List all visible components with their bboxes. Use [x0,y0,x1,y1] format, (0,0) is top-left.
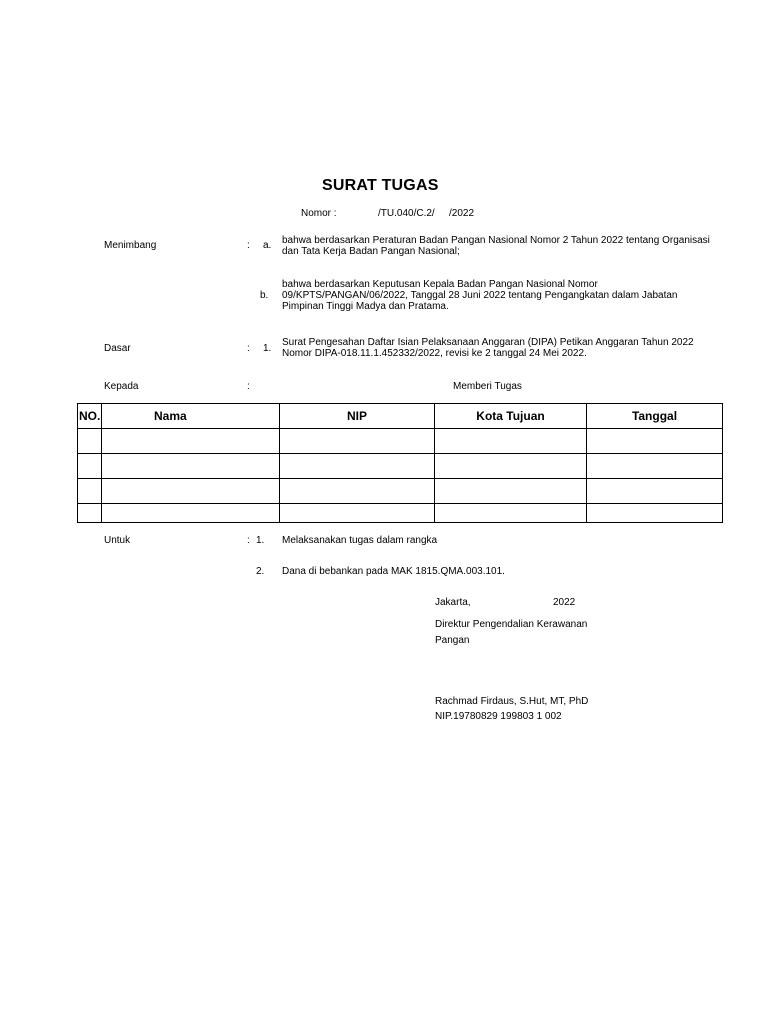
dasar-label: Dasar [104,343,131,354]
signature-year: 2022 [553,597,576,608]
dasar-line-2: Nomor DIPA-018.11.1.452332/2022, revisi ke 2 tanggal 24 Mei 2022. [282,348,587,359]
table-row [78,504,723,523]
table-row [78,429,723,454]
table-cell[interactable] [587,479,723,504]
signature-name: Rachmad Firdaus, S.Hut, MT, PhD [435,696,589,707]
table-header-row [78,404,723,429]
menimbang-label: Menimbang [104,240,157,251]
signature-position-line-1: Direktur Pengendalian Kerawanan [435,619,588,630]
table-cell[interactable] [280,429,435,454]
kepada-colon: : [247,381,250,392]
signature-position-line-2: Pangan [435,635,470,646]
col-header-nama: Nama [102,404,280,429]
table-cell[interactable] [587,504,723,523]
col-header-nip: NIP [280,404,435,429]
untuk-1-marker: 1. [256,535,265,546]
kepada-label: Kepada [104,381,139,392]
table-cell[interactable] [102,454,280,479]
table-cell[interactable] [435,454,587,479]
table-row [78,479,723,504]
table-cell[interactable] [102,429,280,454]
table-row [78,454,723,479]
dasar-colon: : [247,343,250,354]
table-cell[interactable] [102,479,280,504]
table-cell[interactable] [280,504,435,523]
table-cell[interactable] [435,429,587,454]
untuk-2-marker: 2. [256,566,265,577]
table-cell[interactable] [78,454,102,479]
table-cell[interactable] [435,504,587,523]
untuk-2-text: Dana di bebankan pada MAK 1815.QMA.003.101. [282,566,505,577]
menimbang-a-line-2: dan Tata Kerja Badan Pangan Nasional; [282,246,460,257]
untuk-label: Untuk [104,535,131,546]
menimbang-b-line-2: 09/KPTS/PANGAN/06/2022, Tanggal 28 Juni 2022 tentang Pengangkatan dalam Jabatan [282,290,678,301]
table-cell[interactable] [435,479,587,504]
nomor-year: /2022 [449,208,475,219]
table-cell[interactable] [280,479,435,504]
col-header-tanggal: Tanggal [587,404,723,429]
table-cell[interactable] [587,429,723,454]
menimbang-b-marker: b. [260,290,269,301]
table-cell[interactable] [102,504,280,523]
table-cell[interactable] [587,454,723,479]
untuk-colon: : [247,535,250,546]
nomor-label: Nomor : [301,208,337,219]
dasar-line-1: Surat Pengesahan Daftar Isian Pelaksanaan Anggaran (DIPA) Petikan Anggaran Tahun 2022 [282,337,694,348]
dasar-marker: 1. [263,343,272,354]
col-header-no: NO. [78,404,102,429]
table-cell[interactable] [78,429,102,454]
table-cell[interactable] [78,504,102,523]
document-title: SURAT TUGAS [322,177,439,194]
menimbang-b-line-3: Pimpinan Tinggi Madya dan Pratama. [282,301,449,312]
signature-city: Jakarta, [435,597,471,608]
nomor-value: /TU.040/C.2/ [378,208,435,219]
untuk-1-text: Melaksanakan tugas dalam rangka [282,535,438,546]
menimbang-a-marker: a. [263,240,272,251]
memberi-tugas: Memberi Tugas [453,381,522,392]
menimbang-a-line-1: bahwa berdasarkan Peraturan Badan Pangan Nasional Nomor 2 Tahun 2022 tentang Organisasi [282,235,710,246]
assignee-table [77,403,723,523]
col-header-kota-tujuan: Kota Tujuan [435,404,587,429]
signature-nip: NIP.19780829 199803 1 002 [435,711,562,722]
table-cell[interactable] [78,479,102,504]
table-cell[interactable] [280,454,435,479]
menimbang-colon: : [247,240,250,251]
menimbang-b-line-1: bahwa berdasarkan Keputusan Kepala Badan Pangan Nasional Nomor [282,279,598,290]
